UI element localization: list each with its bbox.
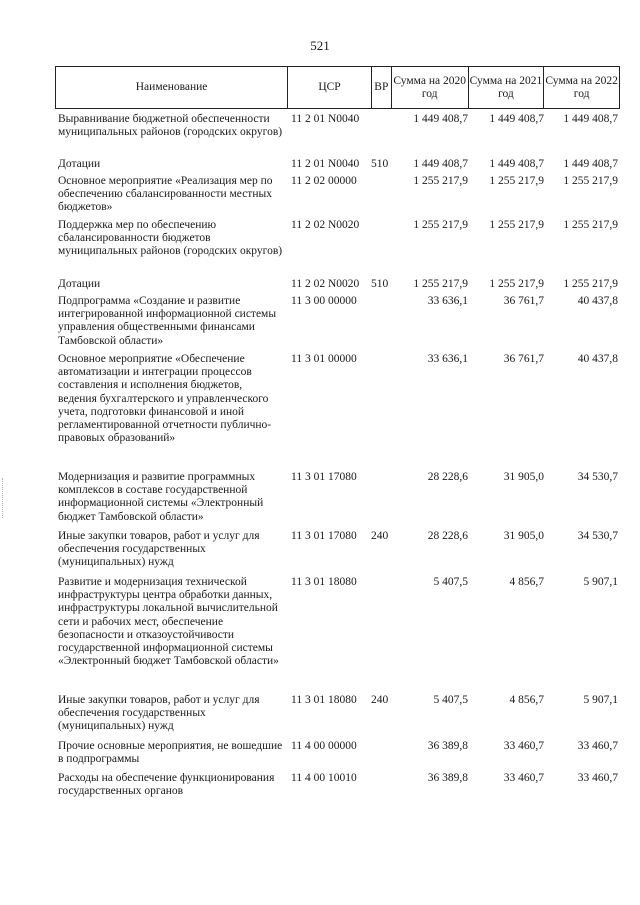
row-sum-2022: 5 907,1 bbox=[583, 694, 618, 706]
row-name: Иные закупки товаров, работ и услуг для обеспечения государственных (муниципальных) нужд bbox=[58, 694, 260, 733]
header-name: Наименование bbox=[135, 81, 208, 93]
budget-table bbox=[55, 66, 620, 816]
row-sum-2022: 33 460,7 bbox=[577, 772, 618, 784]
header-vr: ВР bbox=[371, 67, 391, 108]
row-sum-2020: 1 255 217,9 bbox=[413, 175, 468, 187]
row-csr: 11 4 00 10010 bbox=[291, 772, 357, 784]
row-sum-2021: 1 449 408,7 bbox=[489, 158, 544, 170]
row-csr: 11 4 00 00000 bbox=[291, 740, 357, 752]
row-sum-2022: 40 437,8 bbox=[577, 353, 618, 365]
row-vr bbox=[371, 113, 391, 158]
row-name: Дотации bbox=[58, 278, 101, 290]
row-sum-2020: 28 228,6 bbox=[427, 530, 468, 542]
row-sum-2020: 28 228,6 bbox=[427, 471, 468, 483]
row-sum-2022: 1 255 217,9 bbox=[563, 278, 618, 290]
row-sum-2020: 33 636,1 bbox=[427, 295, 468, 307]
row-csr: 11 2 01 N0040 bbox=[291, 113, 360, 125]
row-sum-2022: 5 907,1 bbox=[583, 576, 618, 588]
row-sum-2021: 33 460,7 bbox=[503, 772, 544, 784]
row-vr bbox=[371, 740, 391, 772]
row-vr: 240 bbox=[371, 530, 389, 542]
row-name: Развитие и модернизация технической инфраструктуры центра обработки данных, инфраструктуры локальной вычислительной сети и рабочих мест, обеспечение безопасности и отказоустойчивости государственной информационной системы «Электронный бюджет Тамбовской области» bbox=[58, 576, 279, 668]
row-csr: 11 3 00 00000 bbox=[291, 295, 357, 307]
table-header bbox=[55, 66, 620, 109]
header-csr: ЦСР bbox=[287, 67, 371, 108]
row-name: Модернизация и развитие программных комплексов в составе государственной информационной системы «Электронный бюджет Тамбовской области» bbox=[58, 471, 264, 523]
row-sum-2022: 34 530,7 bbox=[577, 471, 618, 483]
row-name: Выравнивание бюджетной обеспеченности муниципальных районов (городских округов) bbox=[58, 113, 283, 139]
row-sum-2021: 33 460,7 bbox=[503, 740, 544, 752]
table-row bbox=[55, 471, 620, 530]
row-vr bbox=[371, 772, 391, 816]
row-sum-2021: 36 761,7 bbox=[503, 353, 544, 365]
row-sum-2021: 1 255 217,9 bbox=[489, 175, 544, 187]
row-sum-2022: 40 437,8 bbox=[577, 295, 618, 307]
row-vr bbox=[371, 353, 391, 471]
table-row bbox=[55, 694, 620, 740]
row-sum-2020: 1 255 217,9 bbox=[413, 278, 468, 290]
table-row bbox=[55, 278, 620, 295]
row-name: Основное мероприятие «Реализация мер по обеспечению сбалансированности местных бюджетов» bbox=[58, 175, 273, 214]
row-sum-2020: 36 389,8 bbox=[427, 740, 468, 752]
row-vr bbox=[371, 471, 391, 530]
row-sum-2021: 36 761,7 bbox=[503, 295, 544, 307]
row-name: Иные закупки товаров, работ и услуг для обеспечения государственных (муниципальных) нужд bbox=[58, 530, 260, 569]
row-csr: 11 2 02 N0020 bbox=[291, 278, 360, 290]
row-sum-2021: 1 449 408,7 bbox=[489, 113, 544, 125]
table-row bbox=[55, 113, 620, 158]
row-sum-2021: 1 255 217,9 bbox=[489, 278, 544, 290]
row-sum-2022: 33 460,7 bbox=[577, 740, 618, 752]
table-row bbox=[55, 158, 620, 175]
row-sum-2022: 1 255 217,9 bbox=[563, 219, 618, 231]
row-sum-2021: 4 856,7 bbox=[509, 694, 544, 706]
row-sum-2022: 1 449 408,7 bbox=[563, 158, 618, 170]
row-name: Основное мероприятие «Обеспечение автоматизации и интеграции процессов составления и исполнения бюджетов, ведения бухгалтерского и управленческого учета, подготовки финансовой и иной регламентированной отчетности публично-правовых образований» bbox=[58, 353, 272, 445]
row-csr: 11 3 01 00000 bbox=[291, 353, 357, 365]
table-body bbox=[55, 113, 620, 816]
row-csr: 11 3 01 18080 bbox=[291, 694, 357, 706]
row-sum-2021: 1 255 217,9 bbox=[489, 219, 544, 231]
row-csr: 11 2 01 N0040 bbox=[291, 158, 360, 170]
row-name: Дотации bbox=[58, 158, 101, 170]
row-csr: 11 2 02 N0020 bbox=[291, 219, 360, 231]
row-sum-2020: 33 636,1 bbox=[427, 353, 468, 365]
table-row bbox=[55, 353, 620, 471]
row-vr: 510 bbox=[371, 158, 389, 170]
row-name: Подпрограмма «Создание и развитие интегрированной информационной системы управления общественными финансами Тамбовской области» bbox=[58, 295, 277, 347]
row-name: Прочие основные мероприятия, не вошедшие в подпрограммы bbox=[58, 740, 283, 766]
page-number: 521 bbox=[310, 38, 330, 53]
table-row bbox=[55, 295, 620, 353]
table-row bbox=[55, 772, 620, 816]
row-sum-2021: 31 905,0 bbox=[503, 530, 544, 542]
header-sum-2022: Сумма на 2022 год bbox=[543, 67, 619, 108]
row-vr bbox=[371, 219, 391, 278]
row-sum-2021: 4 856,7 bbox=[509, 576, 544, 588]
row-name: Поддержка мер по обеспечению сбалансированности бюджетов муниципальных районов (городских округов) bbox=[58, 219, 283, 258]
scan-edge-mark bbox=[2, 478, 4, 518]
table-row bbox=[55, 740, 620, 772]
table-row bbox=[55, 219, 620, 278]
row-vr: 510 bbox=[371, 278, 389, 290]
row-csr: 11 3 01 17080 bbox=[291, 471, 357, 483]
header-sum-2020: Сумма на 2020 год bbox=[391, 67, 468, 108]
row-sum-2020: 5 407,5 bbox=[433, 576, 468, 588]
row-sum-2020: 1 255 217,9 bbox=[413, 219, 468, 231]
row-sum-2022: 1 449 408,7 bbox=[563, 113, 618, 125]
row-sum-2020: 36 389,8 bbox=[427, 772, 468, 784]
row-vr: 240 bbox=[371, 694, 389, 706]
row-vr bbox=[371, 175, 391, 219]
row-sum-2020: 1 449 408,7 bbox=[413, 113, 468, 125]
row-vr bbox=[371, 576, 391, 694]
header-sum-2021: Сумма на 2021 год bbox=[468, 67, 544, 108]
row-sum-2022: 1 255 217,9 bbox=[563, 175, 618, 187]
table-row bbox=[55, 175, 620, 219]
row-sum-2020: 1 449 408,7 bbox=[413, 158, 468, 170]
row-csr: 11 3 01 17080 bbox=[291, 530, 357, 542]
row-sum-2020: 5 407,5 bbox=[433, 694, 468, 706]
table-row bbox=[55, 530, 620, 576]
row-sum-2022: 34 530,7 bbox=[577, 530, 618, 542]
row-sum-2021: 31 905,0 bbox=[503, 471, 544, 483]
row-csr: 11 2 02 00000 bbox=[291, 175, 357, 187]
row-name: Расходы на обеспечение функционирования государственных органов bbox=[58, 772, 275, 798]
row-vr bbox=[371, 295, 391, 353]
row-csr: 11 3 01 18080 bbox=[291, 576, 357, 588]
table-row bbox=[55, 576, 620, 694]
